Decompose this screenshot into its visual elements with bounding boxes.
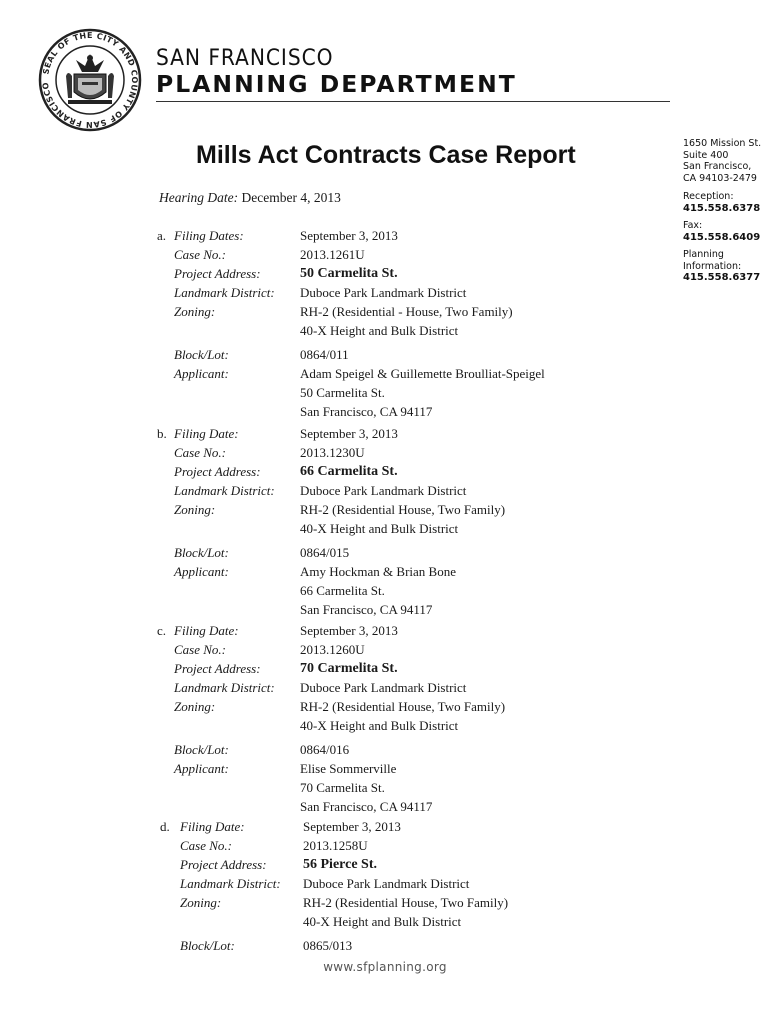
- applicant-street: 50 Carmelita St.: [300, 385, 385, 400]
- reception-contact: [683, 191, 767, 214]
- zoning: RH-2 (Residential - House, Two Family): [300, 304, 513, 319]
- case-number: 2013.1261U: [300, 247, 365, 262]
- case-entry-b: b. Filing Date: September 3, 2013 Case No.: 2013.1230U Project Address: 66 Carmelita St. Landmark District: Duboce Park Landmark District Zoning: RH-2 (Residential House, Two Family) 40-X Height and Bulk District Block/Lot: 0864/015 Applicant: Amy Hockman & Brian Bone 66 Carmelita St. San Francisco, CA 94117: [157, 426, 506, 617]
- fax-number: 415.558.6409: [683, 231, 761, 243]
- height-bulk-district: 40-X Height and Bulk District: [300, 718, 459, 733]
- reception-number: 415.558.6378: [683, 202, 761, 214]
- filing-date: September 3, 2013: [300, 623, 398, 638]
- landmark-district: Duboce Park Landmark District: [300, 483, 467, 498]
- applicant-street: 70 Carmelita St.: [300, 780, 385, 795]
- project-address: 66 Carmelita St.: [300, 464, 398, 479]
- entry-letter: c.: [157, 623, 167, 638]
- project-address: 70 Carmelita St.: [300, 661, 398, 676]
- planning-info-contact: Planning Information: 415.558.6377: [683, 249, 767, 284]
- height-bulk-district: 40-X Height and Bulk District: [300, 323, 459, 338]
- height-bulk-district: 40-X Height and Bulk District: [303, 914, 462, 929]
- applicant-city: San Francisco, CA 94117: [300, 404, 433, 419]
- landmark-district: Duboce Park Landmark District: [300, 680, 467, 695]
- applicant-name: Adam Speigel & Guillemette Broulliat-Speigel: [300, 366, 545, 381]
- entry-letter: b.: [157, 426, 167, 441]
- planning-info-number: 415.558.6377: [683, 272, 761, 283]
- case-number: 2013.1258U: [303, 838, 368, 853]
- fax-label: Fax:: [683, 220, 703, 231]
- contact-sidebar: [683, 138, 767, 290]
- filing-date: September 3, 2013: [300, 426, 398, 441]
- block-lot: 0864/011: [300, 347, 349, 362]
- landmark-district: Duboce Park Landmark District: [300, 285, 467, 300]
- case-entry-c: c. Filing Date: September 3, 2013 Case No.: 2013.1260U Project Address: 70 Carmelita St. Landmark District: Duboce Park Landmark District Zoning: RH-2 (Residential House, Two Family) 40-X Height and Bulk District Block/Lot: 0864/016 Applicant: Elise Sommerville 70 Carmelita St. San Francisco, CA 94117: [157, 623, 506, 814]
- block-lot: 0864/015: [300, 545, 350, 560]
- zoning: RH-2 (Residential House, Two Family): [300, 699, 506, 714]
- block-lot: 0864/016: [300, 742, 350, 757]
- height-bulk-district: 40-X Height and Bulk District: [300, 521, 459, 536]
- reception-label: Reception:: [683, 191, 734, 202]
- case-entry-d: d. Filing Date: September 3, 2013 Case No.: 2013.1258U Project Address: 56 Pierce St. Landmark District: Duboce Park Landmark District Zoning: RH-2 (Residential House, Two Family) 40-X Height and Bulk District Block/Lot: 0865/013: [160, 819, 509, 953]
- office-address: 1650 Mission St. Suite 400 San Francisco, CA 94103-2479: [683, 138, 762, 184]
- agency-city-name: SAN FRANCISCO: [156, 46, 334, 71]
- entry-letter: a.: [157, 228, 167, 243]
- hearing-date: [159, 190, 341, 206]
- svg-text:SEAL OF THE CITY AND COUNTY OF: SEAL OF THE CITY AND COUNTY OF SAN FRANCISCO: [40, 30, 140, 130]
- case-entry-a: a. Filing Dates: September 3, 2013 Case No.: 2013.1261U Project Address: 50 Carmelita St. Landmark District: Duboce Park Landmark District Zoning: RH-2 (Residential - House, Two Family) 40-X Height and Bulk District Block/Lot: 0864/011 Applicant: Adam Speigel & Guillemette Broulliat-Speigel 50 Carmelita St. San Francisco, CA 94117: [157, 228, 545, 419]
- applicant-city: San Francisco, CA 94117: [300, 602, 433, 617]
- zoning: RH-2 (Residential House, Two Family): [300, 502, 506, 517]
- city-county-seal-logo: [38, 28, 142, 132]
- filing-date: September 3, 2013: [300, 228, 398, 243]
- applicant-name: Elise Sommerville: [300, 761, 397, 776]
- case-number: 2013.1230U: [300, 445, 365, 460]
- applicant-city: San Francisco, CA 94117: [300, 799, 433, 814]
- filing-date: September 3, 2013: [303, 819, 401, 834]
- header-divider: [156, 101, 670, 102]
- landmark-district: Duboce Park Landmark District: [303, 876, 470, 891]
- applicant-street: 66 Carmelita St.: [300, 583, 385, 598]
- applicant-name: Amy Hockman & Brian Bone: [300, 564, 456, 579]
- entry-letter: d.: [160, 819, 170, 834]
- hearing-date-label: Hearing Date:: [159, 190, 239, 205]
- fax-contact: [683, 220, 767, 243]
- footer-website-url: www.sfplanning.org: [323, 960, 447, 974]
- zoning: RH-2 (Residential House, Two Family): [303, 895, 509, 910]
- report-title: Mills Act Contracts Case Report: [196, 141, 576, 169]
- project-address: 56 Pierce St.: [303, 857, 377, 872]
- agency-department-name: PLANNING DEPARTMENT: [156, 72, 517, 98]
- hearing-date-value: December 4, 2013: [241, 190, 341, 205]
- case-number: 2013.1260U: [300, 642, 365, 657]
- project-address: 50 Carmelita St.: [300, 266, 398, 281]
- block-lot: 0865/013: [303, 938, 353, 953]
